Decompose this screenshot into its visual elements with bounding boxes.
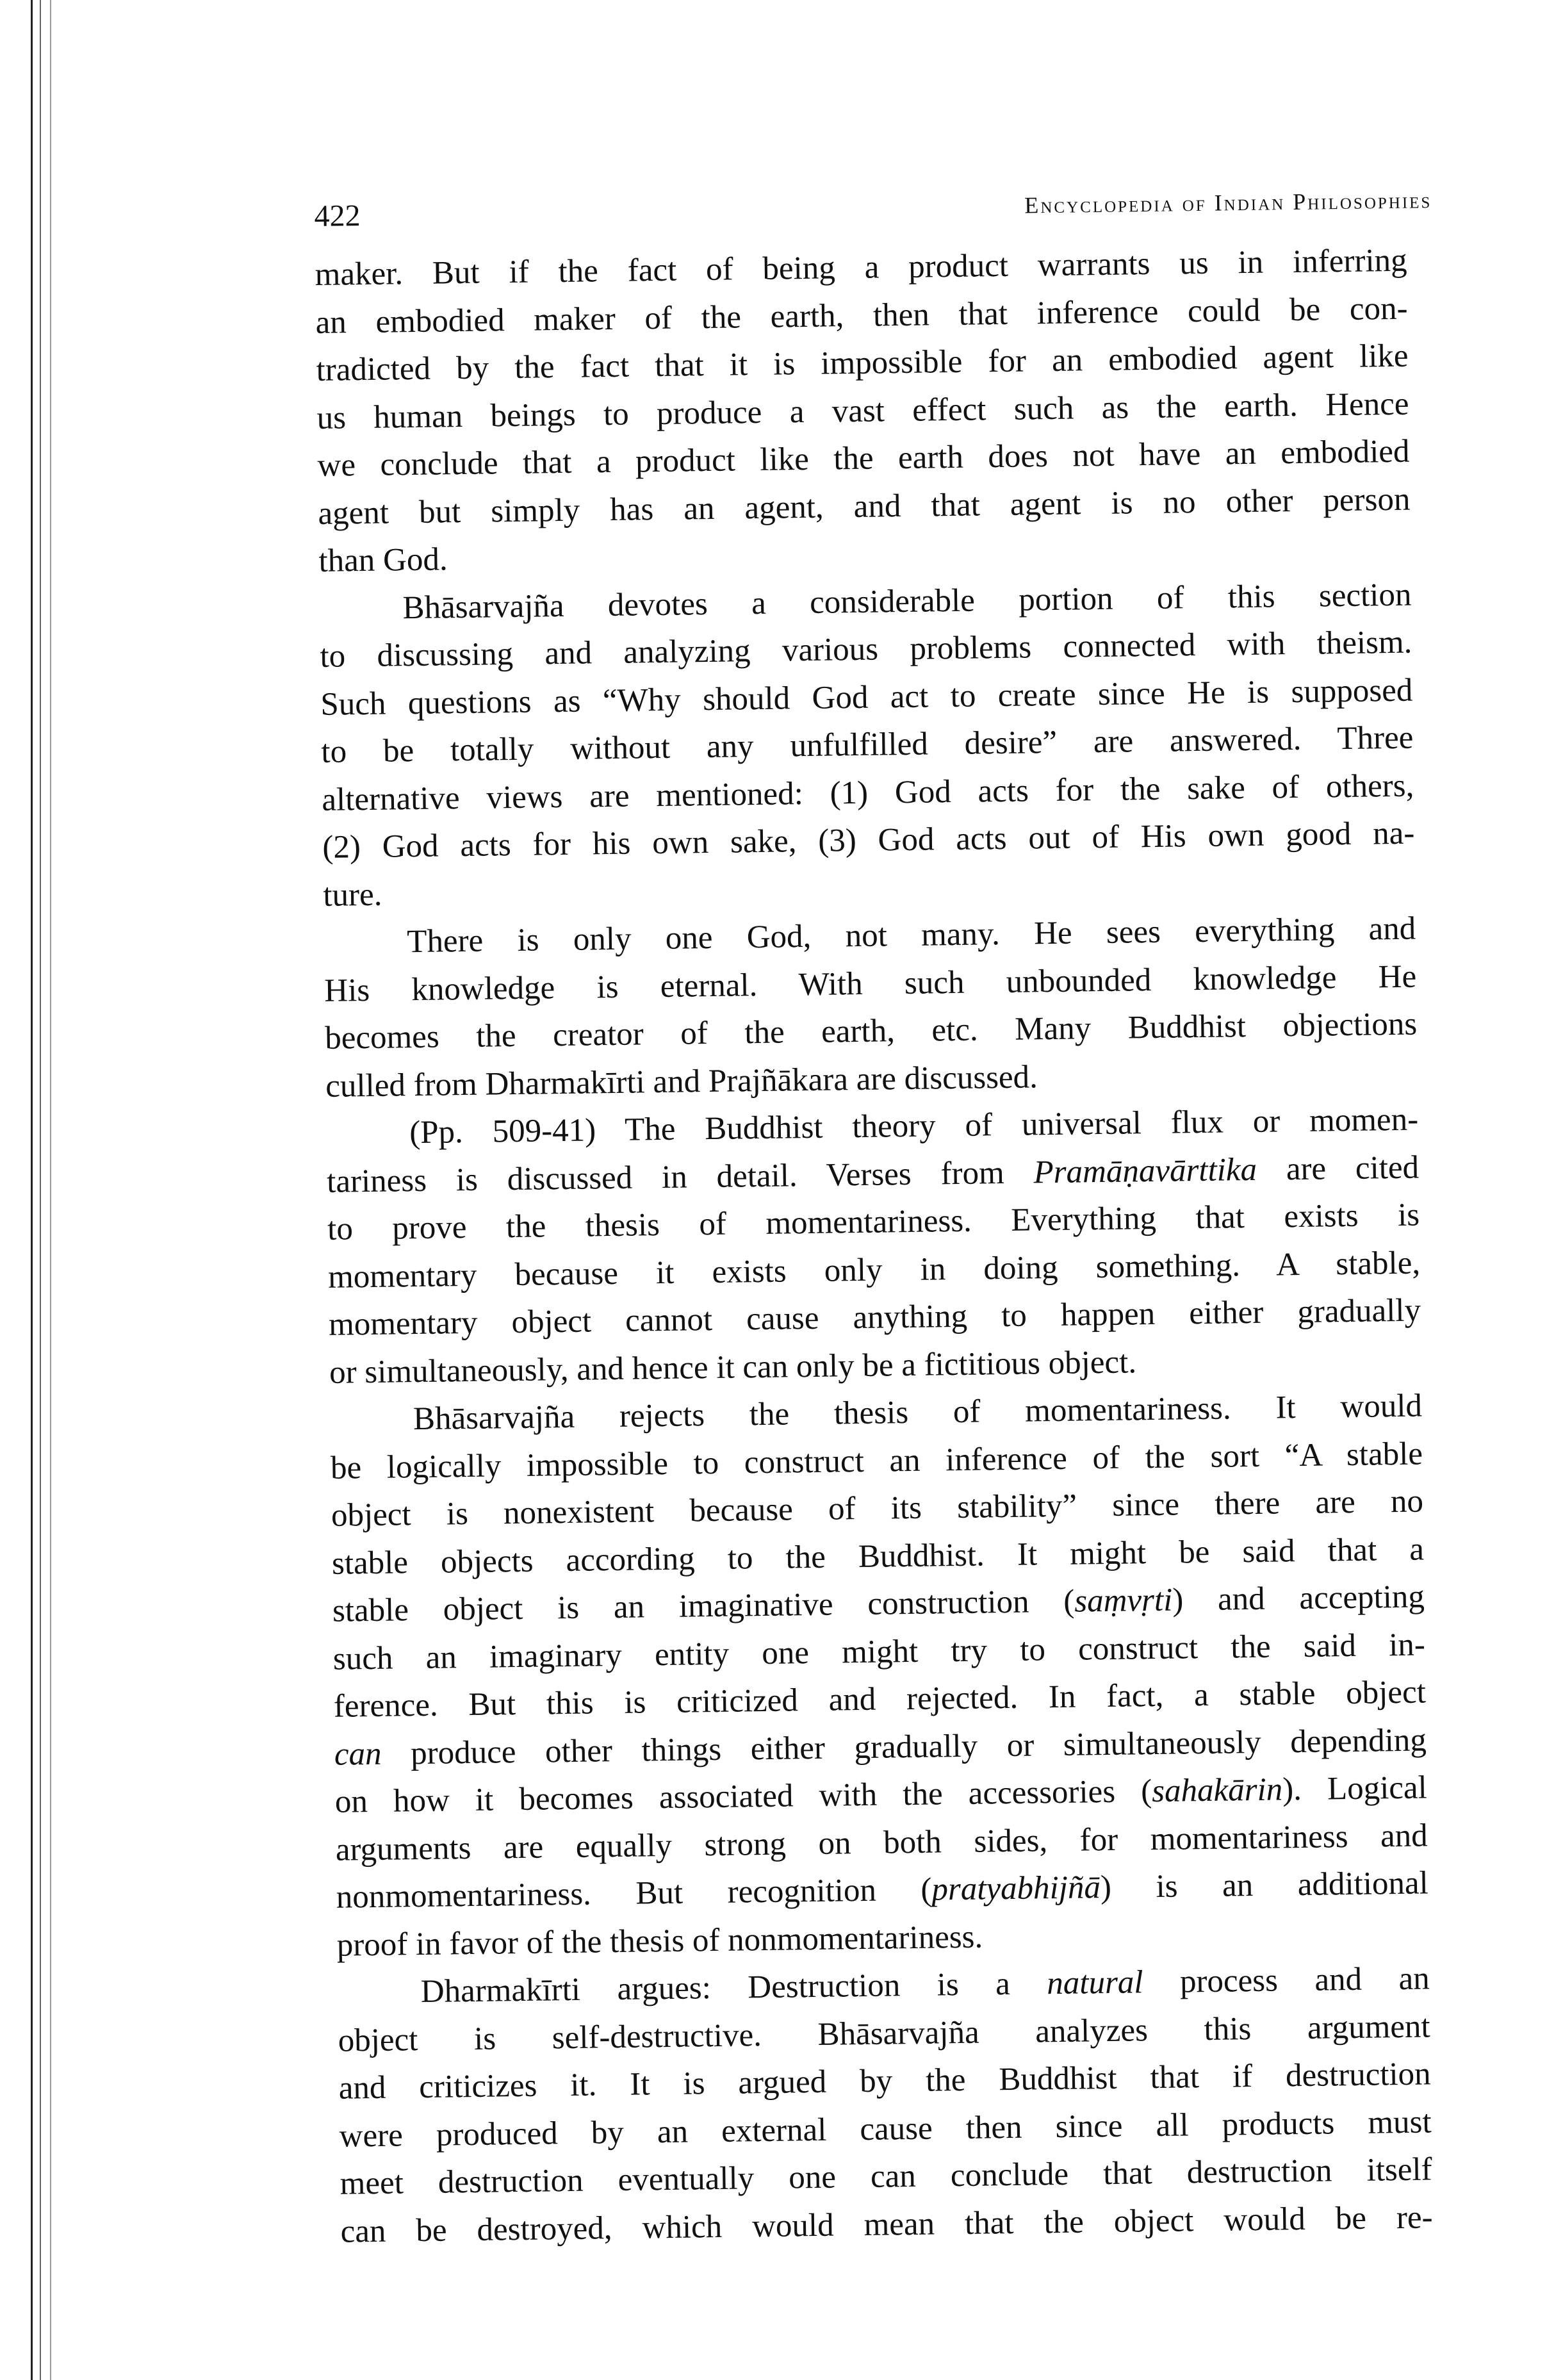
text-line: becomes the creator of the earth, etc. Many Buddhist objections bbox=[324, 1006, 1418, 1056]
text-line: ture. bbox=[322, 876, 382, 914]
text-line: we conclude that a product like the earth does not have an embodied bbox=[317, 433, 1410, 484]
text-line: Such questions as “Why should God act to create since He is supposed bbox=[320, 672, 1413, 723]
text-line: momentary object cannot cause anything to happen either gradually bbox=[328, 1292, 1421, 1343]
text-line: agent but simply has an agent, and that agent is no other person bbox=[318, 481, 1411, 532]
italic-term: Pramāṇavārttika bbox=[1033, 1151, 1257, 1190]
book-page bbox=[314, 178, 1433, 2256]
text-line: stable objects according to the Buddhist. It might be said that a bbox=[331, 1531, 1425, 1582]
text-line: than God. bbox=[318, 541, 448, 579]
paragraph bbox=[337, 1955, 1433, 2255]
binding-edge-line bbox=[40, 0, 41, 2380]
paragraph bbox=[323, 905, 1418, 1110]
text-segment: tariness is discussed in detail. Verses from bbox=[326, 1154, 1034, 1200]
text-segment: process and an bbox=[1143, 1960, 1430, 2001]
text-line: culled from Dharmakīrti and Prajñākara are discussed. bbox=[325, 1058, 1038, 1104]
text-segment: on how it becomes associated with the accessories ( bbox=[334, 1773, 1152, 1820]
italic-term: saṃvṛti bbox=[1074, 1582, 1173, 1620]
italic-term: pratyabhijñā bbox=[931, 1869, 1101, 1908]
text-line: Bhāsarvajña rejects the thesis of momentariness. It would bbox=[413, 1388, 1423, 1438]
text-line: object is self-destructive. Bhāsarvajña analyzes this argument bbox=[338, 2008, 1430, 2059]
italic-term: natural bbox=[1046, 1964, 1143, 2002]
text-line: meet destruction eventually one can conclude that destruction itself bbox=[340, 2151, 1432, 2202]
text-line: His knowledge is eternal. With such unbounded knowledge He bbox=[323, 958, 1417, 1009]
text-line: an embodied maker of the earth, then that inference could be con- bbox=[315, 290, 1408, 341]
paragraph bbox=[326, 1096, 1422, 1397]
text-line: There is only one God, not many. He sees everything and bbox=[406, 910, 1416, 960]
text-segment: nonmomentariness. But recognition ( bbox=[336, 1871, 932, 1916]
page-number: 422 bbox=[314, 199, 361, 233]
text-line: object is nonexistent because of its stability” since there are no bbox=[331, 1483, 1424, 1534]
body-text bbox=[315, 237, 1433, 2256]
text-line: momentary because it exists only in doing something. A stable, bbox=[327, 1245, 1421, 1295]
text-line: can be destroyed, which would mean that the object would be re- bbox=[340, 2199, 1433, 2250]
text-segment: Dharmakīrti argues: Destruction is a bbox=[420, 1966, 1047, 2010]
text-line: Bhāsarvajña devotes a considerable portion of this section bbox=[402, 577, 1412, 626]
text-line: arguments are equally strong on both sides, for momentariness and bbox=[335, 1817, 1428, 1868]
text-line: be logically impossible to construct an inference of the sort “A stable bbox=[330, 1436, 1423, 1486]
text-line: to prove the thesis of momentariness. Everything that exists is bbox=[327, 1197, 1420, 1247]
text-line: us human beings to produce a vast effect such as the earth. Hence bbox=[316, 386, 1409, 436]
italic-term: can bbox=[334, 1736, 382, 1773]
text-line: (Pp. 509-41) The Buddhist theory of universal flux or momen- bbox=[409, 1101, 1419, 1151]
text-line: or simultaneously, and hence it can only be a fictitious object. bbox=[329, 1343, 1137, 1391]
text-line: to discussing and analyzing various problems connected with theism. bbox=[320, 624, 1412, 675]
text-line: to be totally without any unfulfilled desire” are answered. Three bbox=[321, 719, 1414, 770]
binding-edge-line bbox=[50, 0, 51, 2380]
page-header bbox=[314, 178, 1432, 237]
text-line: (2) God acts for his own sake, (3) God acts out of His own good na- bbox=[322, 815, 1415, 866]
text-line: such an imaginary entity one might try to construct the said in- bbox=[332, 1626, 1426, 1677]
text-line: alternative views are mentioned: (1) God acts for the sake of others, bbox=[322, 767, 1414, 818]
text-segment: ). Logical bbox=[1282, 1769, 1428, 1808]
text-line: and criticizes it. It is argued by the Buddhist that if destruction bbox=[338, 2056, 1431, 2106]
text-segment: ) is an additional bbox=[1100, 1865, 1429, 1906]
text-line: tradicted by the fact that it is impossible for an embodied agent like bbox=[316, 338, 1409, 388]
text-segment: produce other things either gradually or simultaneously depending bbox=[381, 1721, 1427, 1772]
text-line: ference. But this is criticized and rejected. In fact, a stable object bbox=[333, 1674, 1427, 1725]
text-line: were produced by an external cause then since all products must bbox=[339, 2103, 1432, 2154]
text-segment: ) and accepting bbox=[1172, 1579, 1425, 1618]
text-line: proof in favor of the thesis of nonmomentariness. bbox=[336, 1919, 983, 1964]
text-segment: are cited bbox=[1256, 1149, 1420, 1188]
paragraph bbox=[319, 571, 1416, 919]
paragraph bbox=[315, 237, 1411, 586]
text-line: maker. But if the fact of being a product warrants us in inferring bbox=[315, 242, 1407, 293]
paragraph bbox=[330, 1383, 1430, 1969]
text-segment: stable object is an imaginative construction ( bbox=[332, 1583, 1075, 1629]
binding-edge-line bbox=[31, 0, 33, 2380]
italic-term: sahakārin bbox=[1151, 1771, 1283, 1810]
running-title: Encyclopedia of Indian Philosophies bbox=[1024, 187, 1432, 218]
